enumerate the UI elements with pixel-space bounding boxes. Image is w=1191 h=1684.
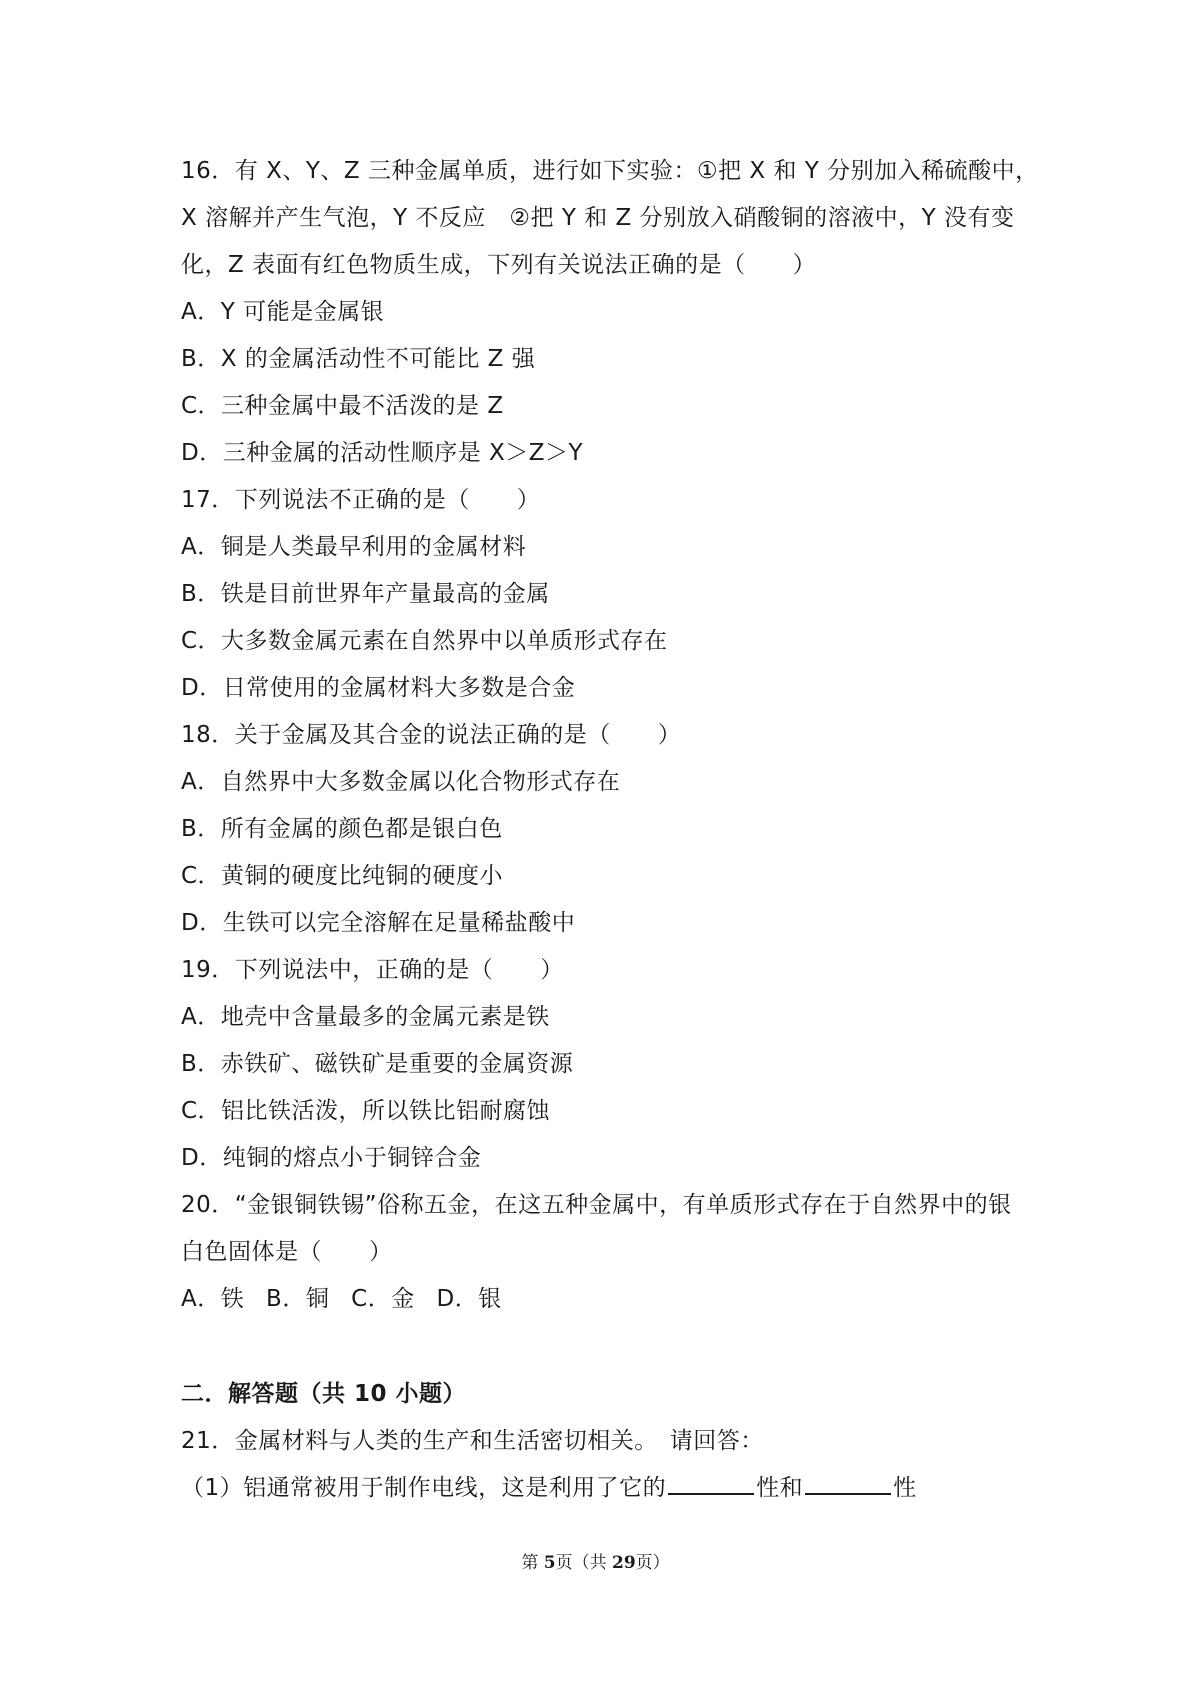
question-stem: 21．金属材料与人类的生产和生活密切相关。 请回答： <box>181 1428 764 1454</box>
option-c: C．铝比铁活泼，所以铁比铝耐腐蚀 <box>181 1098 551 1124</box>
option-b: B．铁是目前世界年产量最高的金属 <box>181 581 550 607</box>
sub-question-text: 性和 <box>756 1475 804 1501</box>
question-17 <box>181 477 1021 712</box>
question-20 <box>181 1182 1021 1323</box>
page-content <box>181 148 1039 1512</box>
option-a: A．Y 可能是金属银 <box>181 299 385 325</box>
options-row <box>181 1276 1021 1323</box>
option-b: B．铜 <box>266 1286 330 1312</box>
section-title: 二．解答题（共 10 小题） <box>181 1381 467 1407</box>
option-a: A．铁 <box>181 1286 245 1312</box>
current-page-number: 5 <box>543 1553 556 1573</box>
question-stem: 白色固体是（ ） <box>181 1239 393 1265</box>
option-d: D．三种金属的活动性顺序是 X＞Z＞Y <box>181 440 584 466</box>
option-c: C．三种金属中最不活泼的是 Z <box>181 393 504 419</box>
option-c: C．黄铜的硬度比纯铜的硬度小 <box>181 863 504 889</box>
answer-blank[interactable] <box>668 1467 754 1495</box>
footer-prefix: 第 <box>521 1553 544 1573</box>
question-stem: 17．下列说法不正确的是（ ） <box>181 487 541 513</box>
answer-blank[interactable] <box>805 1467 891 1495</box>
option-c: C．大多数金属元素在自然界中以单质形式存在 <box>181 628 668 654</box>
footer-suffix: 页） <box>635 1553 670 1573</box>
question-19 <box>181 947 1021 1182</box>
sub-question-text: （1）铝通常被用于制作电线，这是利用了它的 <box>181 1475 667 1501</box>
question-16 <box>181 148 1039 477</box>
question-stem: 16．有 X、Y、Z 三种金属单质，进行如下实验：①把 X 和 Y 分别加入稀硫酸中， <box>181 158 1039 184</box>
total-page-count: 29 <box>611 1553 636 1573</box>
option-d: D．纯铜的熔点小于铜锌合金 <box>181 1145 482 1171</box>
option-a: A．自然界中大多数金属以化合物形式存在 <box>181 769 621 795</box>
footer-middle: 页（共 <box>555 1553 612 1573</box>
option-a: A．地壳中含量最多的金属元素是铁 <box>181 1004 550 1030</box>
option-b: B．赤铁矿、磁铁矿是重要的金属资源 <box>181 1051 574 1077</box>
option-b: B．所有金属的颜色都是银白色 <box>181 816 503 842</box>
question-18 <box>181 712 1021 947</box>
option-b: B．X 的金属活动性不可能比 Z 强 <box>181 346 536 372</box>
question-21 <box>181 1418 1021 1512</box>
option-d: D．银 <box>436 1286 502 1312</box>
page-footer <box>0 1548 1191 1573</box>
question-stem: 18．关于金属及其合金的说法正确的是（ ） <box>181 722 682 748</box>
sub-question-text: 性 <box>893 1475 917 1501</box>
question-stem: 19．下列说法中，正确的是（ ） <box>181 957 564 983</box>
sub-question-1 <box>181 1465 1021 1512</box>
question-stem: X 溶解并产生气泡，Y 不反应 ②把 Y 和 Z 分别放入硝酸铜的溶液中，Y 没有变 <box>181 205 1015 231</box>
option-a: A．铜是人类最早利用的金属材料 <box>181 534 527 560</box>
option-d: D．日常使用的金属材料大多数是合金 <box>181 675 576 701</box>
option-d: D．生铁可以完全溶解在足量稀盐酸中 <box>181 910 576 936</box>
question-stem: 20．“金银铜铁锡”俗称五金，在这五种金属中，有单质形式存在于自然界中的银 <box>181 1192 1012 1218</box>
question-stem: 化，Z 表面有红色物质生成，下列有关说法正确的是（ ） <box>181 252 817 278</box>
option-c: C．金 <box>351 1286 415 1312</box>
